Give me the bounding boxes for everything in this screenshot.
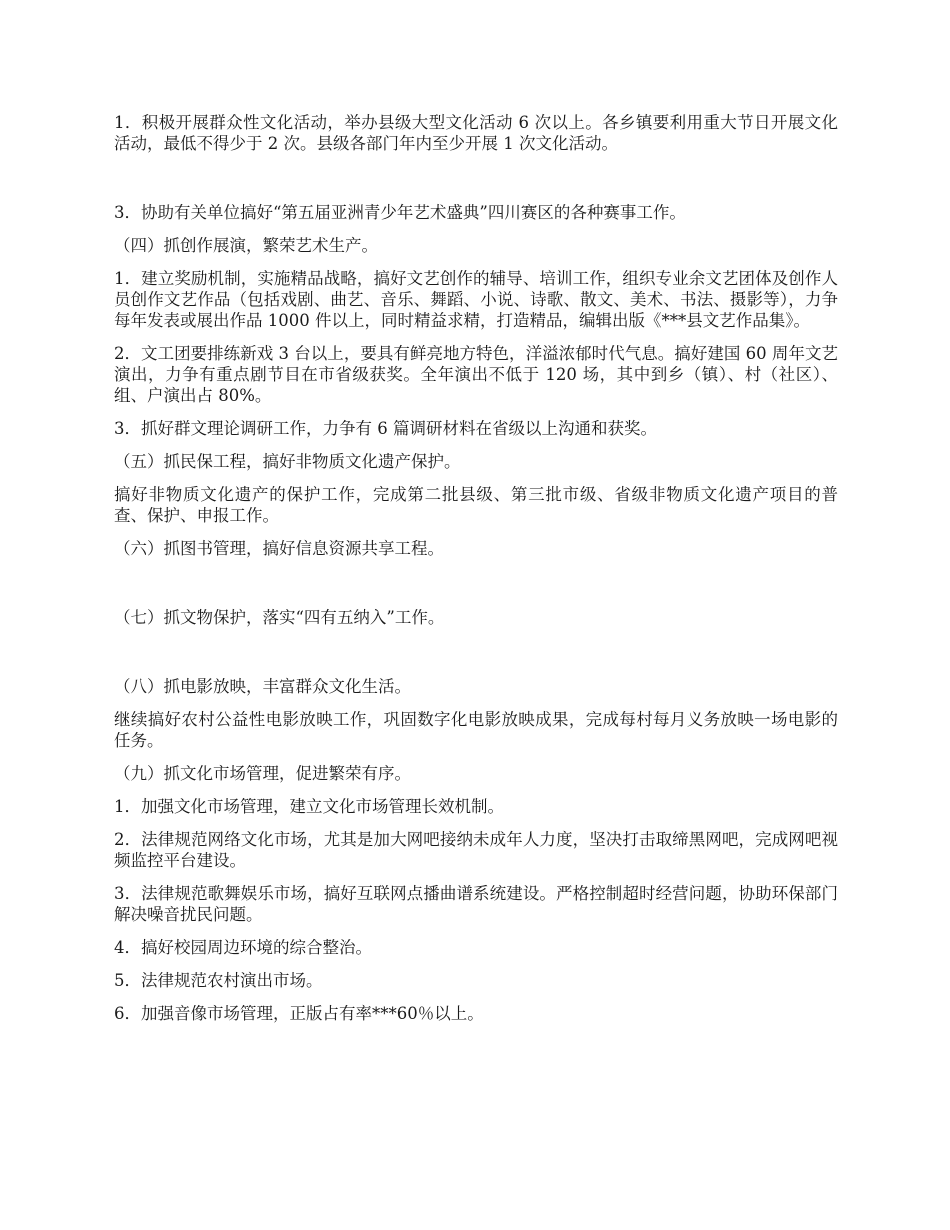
paragraph: 搞好非物质文化遗产的保护工作，完成第二批县级、第三批市级、省级非物质文化遗产项目的普查、保护、申报工作。 xyxy=(114,485,838,525)
section-heading: （八）抓电影放映，丰富群众文化生活。 xyxy=(114,677,411,696)
section-heading: （五）抓民保工程，搞好非物质文化遗产保护。 xyxy=(114,452,461,471)
blank-space xyxy=(114,640,838,676)
paragraph: 1．积极开展群众性文化活动，举办县级大型文化活动 6 次以上。各乡镇要利用重大节日开展文化活动，最低不得少于 2 次。县级各部门年内至少开展 1 次文化活动。 xyxy=(114,113,838,153)
paragraph: 1．加强文化市场管理，建立文化市场管理长效机制。 xyxy=(114,797,504,816)
paragraph: 5．法律规范农村演出市场。 xyxy=(114,971,323,990)
blank-space xyxy=(114,571,838,607)
blank-space xyxy=(114,166,838,202)
paragraph: 3．法律规范歌舞娱乐市场，搞好互联网点播曲谱系统建设。严格控制超时经营问题，协助环保部门解决噪音扰民问题。 xyxy=(114,884,838,924)
section-heading: （六）抓图书管理，搞好信息资源共享工程。 xyxy=(114,539,444,558)
section-heading: （九）抓文化市场管理，促进繁荣有序。 xyxy=(114,764,411,783)
paragraph: 3．抓好群文理论调研工作，力争有 6 篇调研材料在省级以上沟通和获奖。 xyxy=(114,419,657,438)
section-heading: （四）抓创作展演，繁荣艺术生产。 xyxy=(114,236,378,255)
paragraph: 4．搞好校园周边环境的综合整治。 xyxy=(114,938,372,957)
paragraph: 6．加强音像市场管理，正版占有率***60％以上。 xyxy=(114,1004,484,1023)
paragraph: 1．建立奖励机制，实施精品战略，搞好文艺创作的辅导、培训工作，组织专业余文艺团体及创作人员创作文艺作品（包括戏剧、曲艺、音乐、舞蹈、小说、诗歌、散文、美术、书法、摄影等），力争每年发表或展出作品 1000 件以上，同时精益求精，打造精品，编辑出版《***县文艺作品集》。 xyxy=(114,269,838,330)
paragraph: 继续搞好农村公益性电影放映工作，巩固数字化电影放映成果，完成每村每月义务放映一场电影的任务。 xyxy=(114,710,838,750)
paragraph: 2．文工团要排练新戏 3 台以上，要具有鲜亮地方特色，洋溢浓郁时代气息。搞好建国 60 周年文艺演出，力争有重点剧节目在市省级获奖。全年演出不低于 120 场，其中到乡（镇）、村（社区）、组、户演出占 80%。 xyxy=(114,344,838,405)
paragraph: 2．法律规范网络文化市场，尤其是加大网吧接纳未成年人力度，坚决打击取缔黑网吧，完成网吧视频监控平台建设。 xyxy=(114,830,838,870)
paragraph: 3．协助有关单位搞好“第五届亚洲青少年艺术盛典”四川赛区的各种赛事工作。 xyxy=(114,203,686,222)
section-heading: （七）抓文物保护，落实“四有五纳入”工作。 xyxy=(114,608,445,627)
